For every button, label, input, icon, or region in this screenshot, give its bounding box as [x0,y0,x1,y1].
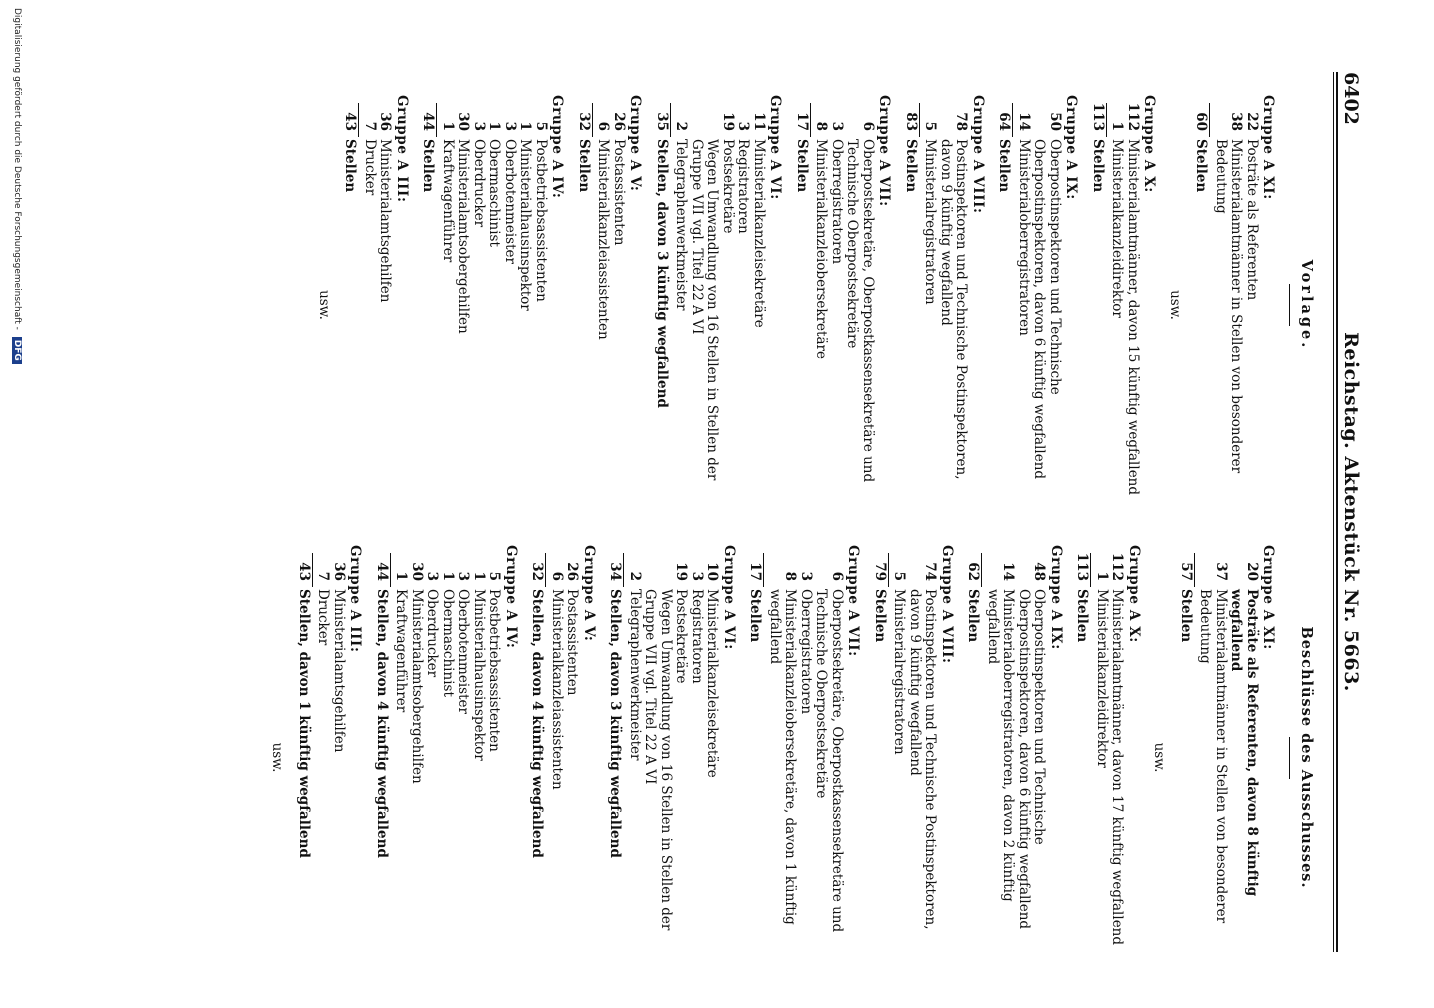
position-text: Kraftwagenführer [440,139,456,263]
group-block [1074,545,1141,970]
group-block [1178,545,1276,970]
position-count: 62 [965,562,982,581]
position-text: Ministerialoberregistratoren, davon 2 künftig wegfallend [985,589,1017,902]
group-heading: Gruppe A VI: [767,95,784,200]
sum-rule [1013,103,1014,137]
position-text: Stellen, davon 4 künftig wegfallend [529,589,546,858]
sum-rule [312,553,313,587]
group-block [529,545,596,970]
position-count: 2 [627,571,643,581]
position-text: Ministerialamtmänner, davon 15 künftig wegfallend [1125,139,1141,496]
sum-rule [670,103,671,137]
total-line [296,545,312,970]
position-text: Kraftwagenführer [393,589,410,713]
position-line [922,95,938,515]
group-block [654,95,783,515]
position-text: Ministerialhausinspektor [517,139,534,311]
position-count: 5 [891,571,908,581]
sum-rule [1106,103,1107,137]
page-heading: Reichstag. Aktenstück Nr. 5663. [1340,332,1362,692]
position-text: Ministerialkanzleiassistenten [595,139,612,340]
position-text: Stellen [1193,139,1210,193]
position-text: Stellen [576,139,592,193]
position-count: 36 [377,112,394,131]
group-block [576,95,643,515]
total-line [965,545,981,970]
position-text: Ministerialamtsobergehilfen [409,589,425,784]
position-count: 1 [393,571,410,581]
total-line [794,95,810,515]
position-count: 3 [829,121,845,131]
position-line [1228,545,1259,970]
total-line [607,545,623,970]
sum-rule [1091,553,1092,587]
position-line [564,545,580,970]
position-count: 6 [829,571,845,581]
position-count: 5 [533,121,549,131]
position-text: Stellen, davon 3 künftig wegfallend [607,589,624,858]
position-count: 26 [564,562,581,581]
position-count: 3 [471,121,487,131]
group-block [607,545,736,970]
position-text: Oberpostinspektoren und Technische Oberpostinspektoren, davon 6 künftig wegfallend [1031,139,1063,480]
position-count: 3 [735,121,752,131]
position-count: 5 [922,121,939,131]
position-line [1016,545,1047,970]
position-count [689,95,720,139]
position-count: 48 [1031,562,1048,581]
position-text: Posträte als Referenten, davon 8 künftig wegfallend [1228,589,1260,897]
group-heading: Gruppe A IX: [1048,545,1064,650]
group-heading: Gruppe A VIII: [939,545,955,664]
sum-rule [888,553,889,587]
position-line [362,95,378,515]
group-heading: Gruppe A V: [581,545,597,642]
position-count: 19 [720,112,736,131]
total-line [747,545,763,970]
position-text: Stellen [1074,589,1091,643]
position-text: Postinspektoren und Technische Postinspektoren, davon 9 künftig wegfallend [907,589,939,930]
header-rule [1333,72,1338,952]
position-count: 30 [455,112,472,131]
position-text: Oberdrucker [471,139,487,228]
position-count: 3 [502,121,518,131]
position-count: 1 [1109,121,1126,131]
group-heading: Gruppe A IX: [1063,95,1080,200]
group-heading: Gruppe A X: [1141,95,1158,193]
position-line [440,545,456,970]
position-line [595,95,611,515]
group-block [794,95,892,515]
position-text: Ministerialamtsgehilfen [331,589,347,753]
position-count: 44 [374,562,390,581]
position-text: Ministerialkanzleiassistenten [549,589,565,790]
sum-rule [1194,553,1195,587]
position-count: 74 [922,562,939,581]
group-block [342,95,409,515]
position-line [393,545,409,970]
position-text: Stellen [1090,139,1106,193]
group-heading: Gruppe A IV: [503,545,519,649]
total-line [529,545,545,970]
position-text: Ministerialkanzleidirektor [1109,139,1126,318]
position-line [471,545,487,970]
position-count: 11 [751,112,767,131]
position-count: 1 [440,121,456,131]
position-line [486,545,502,970]
group-block [996,95,1079,515]
position-count: 43 [296,562,312,581]
sum-rule [546,553,547,587]
total-line [374,545,390,970]
position-count: 113 [1090,102,1106,131]
position-line [315,545,331,970]
position-line [735,95,751,515]
position-count: 30 [409,562,425,581]
position-line [1109,95,1125,515]
position-text: Oberdrucker [424,589,441,678]
position-line [1109,545,1125,970]
position-text: Stellen, davon 1 künftig wegfallend [296,589,312,858]
group-heading: Gruppe A XI: [1260,545,1277,650]
position-text: Ministerialkanzleisekretäre [751,139,767,328]
position-text: Wegen Umwandlung von 16 Stellen in Stellen der Gruppe VII vgl. Titel 22 A VI [642,589,674,931]
position-line [440,95,456,515]
group-heading: Gruppe A III: [394,95,410,203]
sum-rule [919,103,920,137]
total-line [1193,95,1209,515]
position-text: Ministerialamtmänner, davon 17 künftig wegfallend [1109,589,1126,946]
column-beschluesse [259,545,1314,970]
position-text: Oberregistratoren [798,589,814,715]
digitization-text: Digitalisierung gefördert durch die Deutsche Forschungsgemeinschaft - [12,8,22,330]
position-text: Ministerialamtmänner in Stellen von besonderer Bedeutung [1213,139,1245,474]
position-line [533,95,549,515]
position-count: 5 [486,571,503,581]
position-count: 79 [872,562,888,581]
position-text: Postbetriebsassistenten [486,589,503,752]
position-line [844,95,875,515]
position-line [907,545,938,970]
position-count: 60 [1193,112,1210,131]
position-line [673,95,689,515]
position-count: 14 [1000,562,1017,581]
digitization-note [12,0,22,1008]
position-text: Postsekretäre [673,589,690,684]
continuation-mark: usw. [316,290,332,320]
position-text: Oberbotenmeister [502,139,518,264]
position-line [642,545,673,970]
position-count: 26 [611,112,627,131]
position-text: Telegraphenwerkmeister [627,589,643,761]
column-vorlage [306,95,1315,515]
position-text: Ministerialregistratoren [922,139,939,305]
position-text: Postassistenten [611,139,627,246]
position-text: Ministerialamtmänner in Stellen von besonderer Bedeutung [1197,589,1229,924]
position-text: Oberbotenmeister [455,589,472,714]
group-block [747,545,861,970]
position-line [377,95,393,515]
position-text: Oberpostsekretäre, Oberpostkassensekretäre und Technische Oberpostsekretäre [813,589,845,933]
group-block [872,545,955,970]
position-text: Ministerialhausinspektor [471,589,487,761]
position-line [1213,95,1244,515]
column-title: Vorlage. [1298,259,1315,351]
position-count: 6 [860,121,876,131]
position-count: 83 [903,112,919,131]
position-line [751,95,767,515]
position-count: 2 [673,121,690,131]
group-heading: Gruppe A IV: [549,95,566,199]
position-count: 8 [813,121,830,131]
group-block [374,545,519,970]
group-block [296,545,363,970]
position-count: 1 [486,121,503,131]
position-line [549,545,565,970]
position-line [517,95,533,515]
total-line [654,95,670,515]
position-count: 32 [529,562,546,581]
position-line [767,545,798,970]
position-line [704,545,720,970]
position-count: 6 [549,571,565,581]
position-line [1016,95,1032,515]
sum-rule [437,103,438,137]
position-text: Stellen [1178,589,1194,643]
group-block [420,95,565,515]
position-count: 6 [595,121,612,131]
position-text: Drucker [362,139,378,196]
position-line [813,95,829,515]
position-line [1031,95,1062,515]
position-text: Ministerialkanzleiobersekretäre [813,139,830,359]
position-text: Stellen [747,589,764,643]
position-count: 17 [747,562,764,581]
position-line [424,545,440,970]
total-line [342,95,358,515]
position-count: 43 [342,112,359,131]
position-count: 7 [315,571,332,581]
title-rule [1290,737,1291,779]
position-text: Stellen [420,139,437,193]
position-text: Telegraphenwerkmeister [673,139,690,311]
position-line [471,95,487,515]
position-line [627,545,643,970]
position-count: 36 [331,562,347,581]
position-text: Stellen [903,139,919,193]
position-text: Obermaschinist [440,589,456,697]
position-line [486,95,502,515]
group-heading: Gruppe A VIII: [970,95,986,214]
position-count: 57 [1178,562,1194,581]
position-text: Drucker [315,589,332,646]
position-text: Oberpostinspektoren und Technische Oberpostinspektoren, davon 6 künftig wegfallend [1016,589,1048,930]
position-count: 22 [1244,112,1260,131]
position-text: Ministerialamtsgehilfen [377,139,394,303]
position-count: 1 [440,571,456,581]
position-line [891,545,907,970]
position-text: Stellen [965,589,982,643]
position-line [673,545,689,970]
position-text: Stellen, davon 3 künftig wegfallend [654,139,670,408]
total-line [420,95,436,515]
group-block [965,545,1063,970]
position-line [1125,95,1141,515]
total-line [903,95,919,515]
position-line [611,95,627,515]
dfg-logo: DFG [12,337,22,364]
position-count [642,545,673,589]
position-text: Postinspektoren und Technische Postinspektoren, davon 9 künftig wegfallend [938,139,970,480]
position-text: Postbetriebsassistenten [533,139,549,302]
position-count: 3 [798,571,814,581]
position-line [985,545,1016,970]
position-count: 7 [362,121,378,131]
column-title: Beschlüsse des Ausschusses. [1298,626,1315,889]
position-line [720,95,736,515]
total-line [576,95,592,515]
position-count: 37 [1213,562,1229,581]
sum-rule [810,103,811,137]
position-count: 3 [689,571,705,581]
group-heading: Gruppe A III: [347,545,364,653]
position-line [829,95,845,515]
position-line [1244,95,1260,515]
position-text: Ministerialkanzleiobersekretäre, davon 1 künftig wegfallend [767,589,799,925]
position-count: 3 [455,571,472,581]
sum-rule [1210,103,1211,137]
sum-rule [982,553,983,587]
position-text: Wegen Umwandlung von 16 Stellen in Stellen der Gruppe VII vgl. Titel 22 A VI [689,139,721,481]
position-count: 1 [517,121,534,131]
group-block [1193,95,1276,515]
group-heading: Gruppe A VII: [876,95,893,207]
position-count: 112 [1109,552,1126,581]
group-heading: Gruppe A X: [1126,545,1142,643]
position-count: 8 [782,571,799,581]
position-text: Stellen, davon 4 künftig wegfallend [374,589,390,858]
position-line [798,545,814,970]
sum-rule [359,103,360,137]
position-text: Ministerialkanzleidirektor [1094,589,1110,768]
position-count: 17 [794,112,810,131]
position-line [409,545,425,970]
position-count: 112 [1125,102,1141,131]
position-count: 35 [654,112,670,131]
position-count: 10 [704,562,721,581]
position-text: Obermaschinist [486,139,503,247]
position-text: Registratoren [689,589,705,684]
position-text: Stellen [794,139,810,193]
position-count: 20 [1244,562,1260,581]
position-text: Oberregistratoren [829,139,845,265]
position-line [455,545,471,970]
position-count: 3 [424,571,441,581]
position-line [331,545,347,970]
position-text: Stellen [996,139,1013,193]
sum-rule [624,553,625,587]
position-line [1094,545,1110,970]
position-line [455,95,471,515]
position-count: 1 [471,571,487,581]
position-count: 78 [953,112,970,131]
total-line [996,95,1012,515]
total-line [1074,545,1090,970]
position-line [689,545,705,970]
total-line [872,545,888,970]
position-text: Ministerialregistratoren [891,589,908,755]
group-heading: Gruppe A V: [627,95,644,192]
continuation-mark: usw. [1167,290,1183,320]
position-count: 113 [1074,552,1091,581]
sum-rule [390,553,391,587]
position-count: 64 [996,112,1013,131]
position-count: 34 [607,562,624,581]
position-text: Stellen [872,589,888,643]
position-count: 14 [1016,112,1032,131]
position-count: 50 [1047,112,1063,131]
position-count: 32 [576,112,592,131]
position-text: Stellen [342,139,359,193]
continuation-mark: usw. [1151,742,1168,773]
group-heading: Gruppe A VII: [845,545,862,657]
continuation-mark: usw. [269,742,286,773]
page-number: 6402 [1340,72,1362,125]
position-line [502,95,518,515]
title-rule [1290,284,1291,326]
group-block [903,95,986,515]
total-line [1090,95,1106,515]
position-text: Ministerialamtsobergehilfen [455,139,472,334]
sum-rule [592,103,593,137]
position-text: Registratoren [735,139,752,234]
sum-rule [764,553,765,587]
position-line [689,95,720,515]
group-heading: Gruppe A XI: [1260,95,1277,200]
group-block [1090,95,1157,515]
position-line [938,95,969,515]
total-line [1178,545,1194,970]
position-count: 1 [1094,571,1110,581]
position-text: Postsekretäre [720,139,736,234]
position-line [1197,545,1228,970]
position-count: 19 [673,562,690,581]
position-text: Ministerialkanzleisekretäre [704,589,721,778]
position-text: Posträte als Referenten [1244,139,1260,301]
position-text: Ministerialoberregistratoren [1016,139,1032,336]
position-count: 38 [1228,112,1245,131]
group-heading: Gruppe A VI: [721,545,737,650]
position-text: Oberpostsekretäre, Oberpostkassensekretäre und Technische Oberpostsekretäre [844,139,876,483]
position-text: Postassistenten [564,589,581,696]
position-line [813,545,844,970]
position-count: 44 [420,112,437,131]
